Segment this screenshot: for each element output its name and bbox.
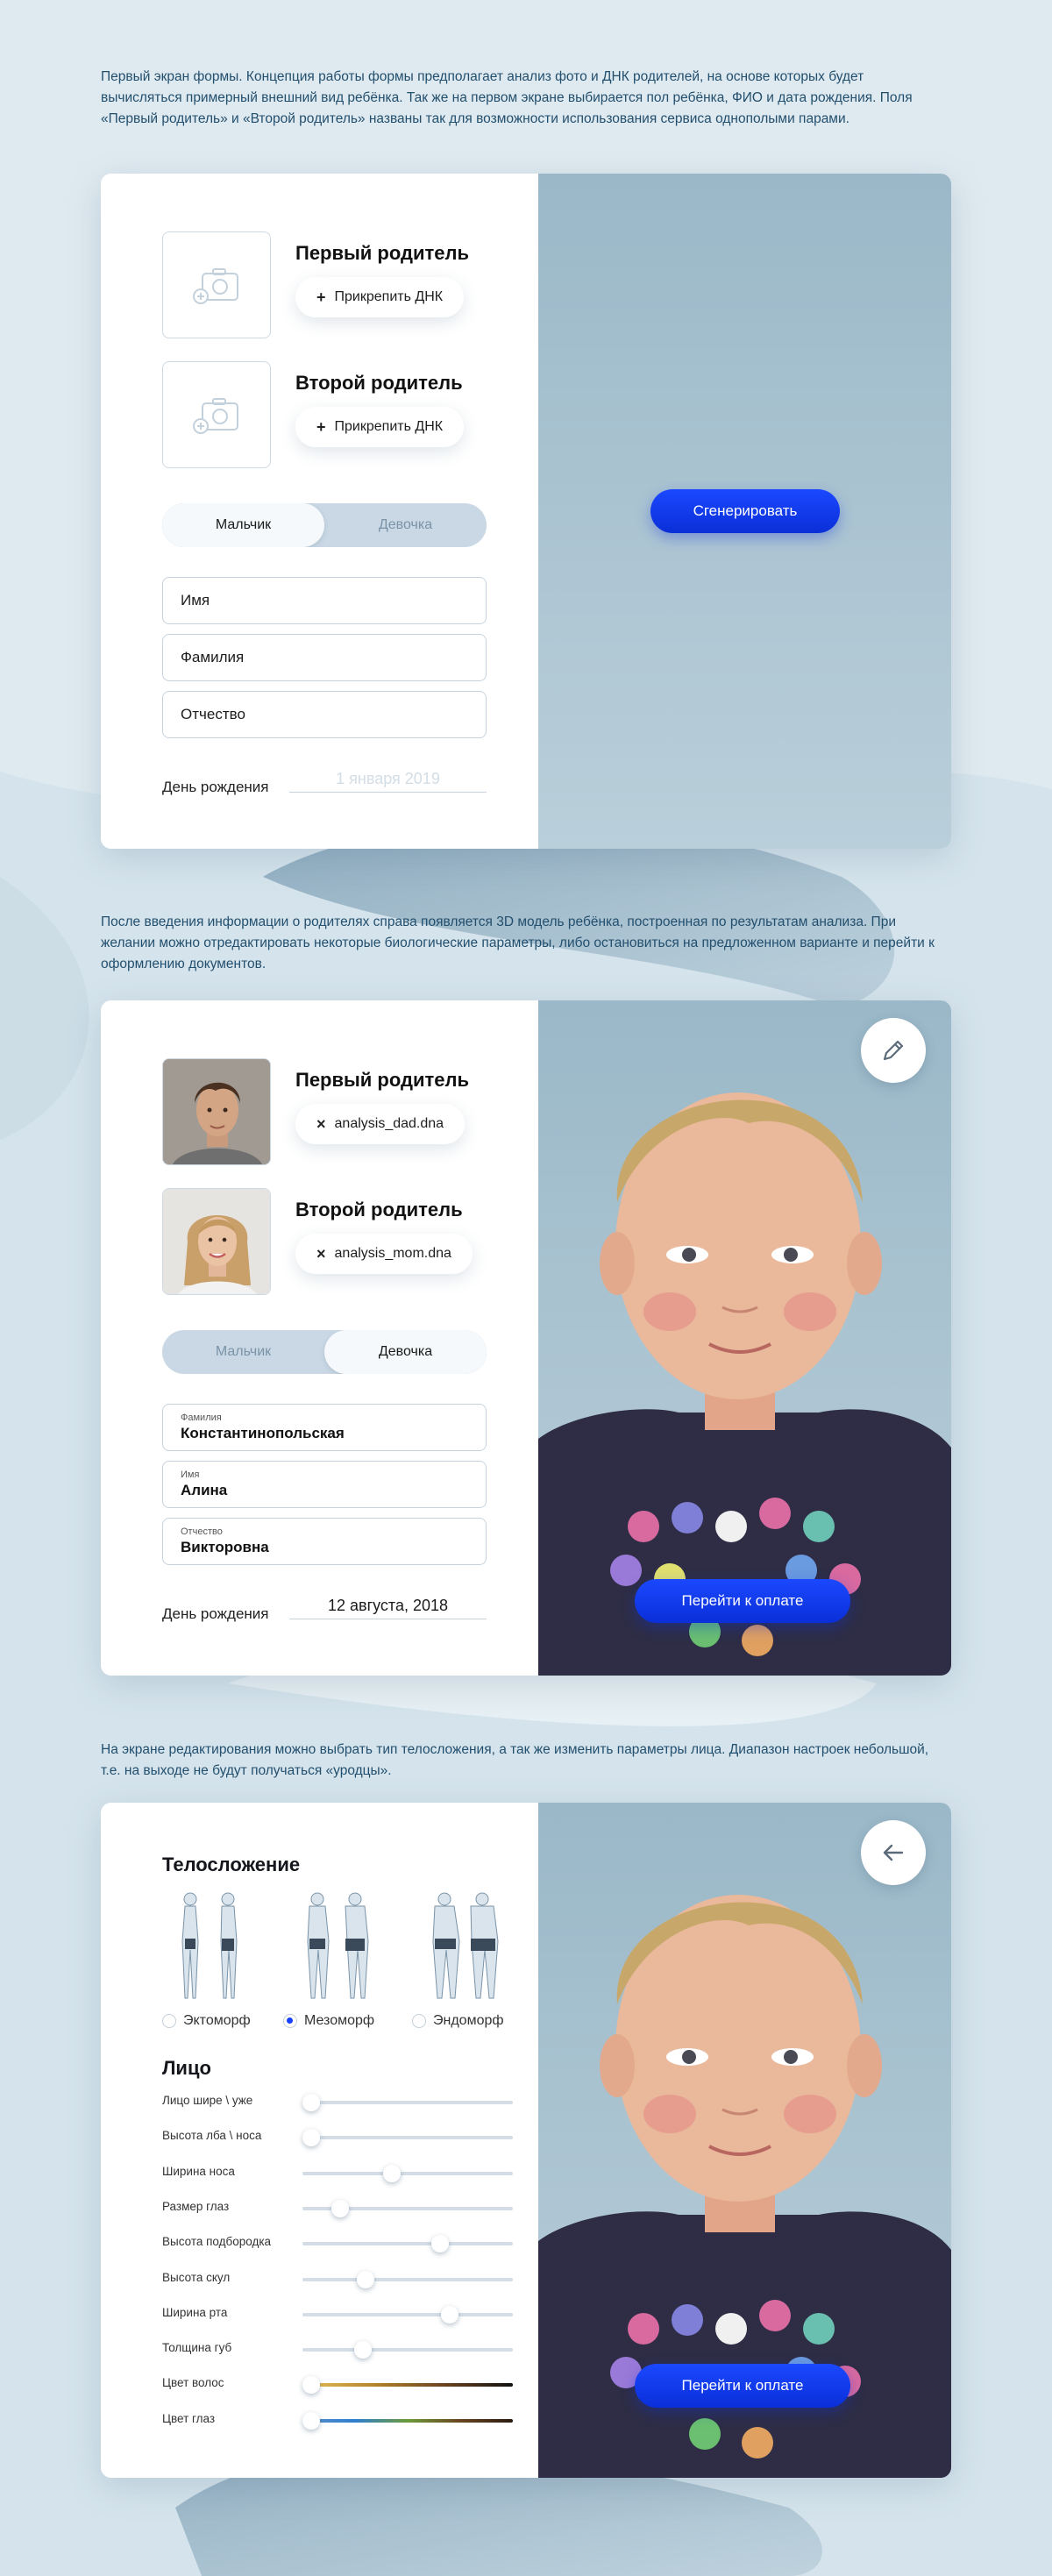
slider-knob[interactable] xyxy=(431,2235,449,2252)
slider-knob[interactable] xyxy=(302,2412,320,2430)
slider-label: Высота подбородка xyxy=(162,2235,272,2249)
slider-label: Размер глаз xyxy=(162,2199,230,2213)
birthday-label: День рождения xyxy=(162,1605,269,1622)
name-field[interactable]: Имя Алина xyxy=(162,1461,487,1508)
back-button[interactable] xyxy=(861,1820,926,1885)
slider-track[interactable] xyxy=(302,2172,513,2175)
edit-button[interactable] xyxy=(861,1018,926,1083)
slider-label: Цвет волос xyxy=(162,2376,224,2390)
dna-file-parent2[interactable]: × analysis_mom.dna xyxy=(295,1234,473,1274)
radio-icon xyxy=(412,2014,426,2028)
patronymic-field[interactable]: Отчество Викторовна xyxy=(162,1518,487,1565)
mesomorph-figure-icon[interactable] xyxy=(298,1890,377,2004)
pay-button[interactable]: Перейти к оплате xyxy=(635,1579,850,1623)
surname-field[interactable]: Фамилия Константинопольская xyxy=(162,1404,487,1451)
form-panel xyxy=(101,174,538,849)
upload-photo-parent1[interactable] xyxy=(162,231,271,338)
editor-panel xyxy=(101,1803,538,2478)
gender-girl-option[interactable]: Девочка xyxy=(378,517,433,532)
camera-add-icon xyxy=(190,393,243,437)
face-title: Лицо xyxy=(162,2057,211,2079)
gender-boy-option[interactable]: Мальчик xyxy=(162,503,324,547)
slider-knob[interactable] xyxy=(441,2306,458,2323)
radio-icon xyxy=(162,2014,176,2028)
slider-label: Цвет глаз xyxy=(162,2411,216,2425)
gender-toggle xyxy=(162,1330,487,1374)
gender-boy-option[interactable]: Мальчик xyxy=(215,1344,272,1359)
body-type-title: Телосложение xyxy=(162,1854,301,1875)
parent1-title: Первый родитель xyxy=(295,242,470,264)
slider-track[interactable] xyxy=(302,2278,513,2281)
man-portrait-image xyxy=(163,1059,271,1165)
preview-panel xyxy=(538,174,951,849)
radio-selected-icon xyxy=(283,2014,297,2028)
section-2-description: После введения информации о родителях справа появляется 3D модель ребёнка, построенная по результатам анализа. При желании можно отредактировать некоторые биологические параметры, либо остановиться на предложенном варианте и перейти к оформлению документов. xyxy=(101,914,935,971)
slider-label: Лицо шире \ уже xyxy=(162,2094,253,2107)
arrow-left-icon xyxy=(879,1839,907,1867)
slider-track[interactable] xyxy=(302,2313,513,2316)
endomorph-figure-icon[interactable] xyxy=(425,1890,504,2004)
body-type-endomorph[interactable]: Эндоморф xyxy=(412,2013,504,2029)
camera-add-icon xyxy=(190,263,243,307)
parent2-photo[interactable] xyxy=(162,1188,271,1295)
parent2-title: Второй родитель xyxy=(295,1199,463,1220)
section-1-description: Первый экран формы. Концепция работы формы предполагает анализ фото и ДНК родителей, на основе которых будет вычисляться примерный внешний вид ребёнка. Так же на первом экране выбирается пол ребёнка, ФИО и дата рождения. Поля «Первый родитель» и «Второй родитель» названы так для возможности использования сервиса однополыми парами. xyxy=(101,69,913,126)
slider-knob[interactable] xyxy=(302,2129,320,2146)
gender-toggle xyxy=(162,503,487,547)
slider-knob[interactable] xyxy=(383,2165,401,2182)
plus-icon: + xyxy=(316,417,326,436)
surname-field[interactable]: Фамилия xyxy=(162,634,487,681)
birthday-input[interactable]: 1 января 2019 xyxy=(289,770,487,793)
patronymic-field[interactable]: Отчество xyxy=(162,691,487,738)
birthday-input[interactable]: 12 августа, 2018 xyxy=(289,1597,487,1619)
attach-dna-parent2-button[interactable]: + Прикрепить ДНК xyxy=(295,407,464,447)
body-type-mesomorph[interactable]: Мезоморф xyxy=(283,2013,374,2029)
form-card-2 xyxy=(101,1000,951,1676)
slider-track[interactable] xyxy=(302,2348,513,2352)
birthday-label: День рождения xyxy=(162,779,269,795)
body-type-ectomorph[interactable]: Эктоморф xyxy=(162,2013,251,2029)
attach-dna-parent1-button[interactable]: + Прикрепить ДНК xyxy=(295,277,464,317)
slider-label: Ширина рта xyxy=(162,2305,228,2319)
slider-label: Ширина носа xyxy=(162,2164,235,2178)
form-card-1 xyxy=(101,174,951,849)
slider-knob[interactable] xyxy=(302,2094,320,2111)
slider-label: Высота лба \ носа xyxy=(162,2129,262,2143)
slider-track[interactable] xyxy=(302,2242,513,2245)
color-slider-track[interactable] xyxy=(302,2383,513,2387)
generate-button[interactable]: Сгенерировать xyxy=(650,489,840,533)
color-slider-track[interactable] xyxy=(302,2419,513,2423)
dna-file-parent1[interactable]: × analysis_dad.dna xyxy=(295,1104,465,1144)
slider-label: Высота скул xyxy=(162,2270,231,2284)
slider-track[interactable] xyxy=(302,2207,513,2210)
child-preview-panel xyxy=(538,1000,951,1676)
woman-portrait-image xyxy=(163,1189,271,1295)
ectomorph-figure-icon[interactable] xyxy=(171,1890,250,2004)
name-field[interactable]: Имя xyxy=(162,577,487,624)
slider-knob[interactable] xyxy=(354,2341,372,2359)
pay-button[interactable]: Перейти к оплате xyxy=(635,2364,850,2408)
plus-icon: + xyxy=(316,288,326,306)
slider-knob[interactable] xyxy=(331,2200,349,2217)
parent1-title: Первый родитель xyxy=(295,1069,470,1091)
slider-track[interactable] xyxy=(302,2101,513,2104)
slider-knob[interactable] xyxy=(357,2271,374,2288)
slider-track[interactable] xyxy=(302,2136,513,2139)
upload-photo-parent2[interactable] xyxy=(162,361,271,468)
form-panel xyxy=(101,1000,538,1676)
close-icon[interactable]: × xyxy=(316,1114,326,1133)
child-3d-model-image xyxy=(538,1000,951,1676)
parent2-title: Второй родитель xyxy=(295,372,463,394)
editor-card xyxy=(101,1803,951,2478)
parent1-photo[interactable] xyxy=(162,1058,271,1165)
gender-girl-option[interactable]: Девочка xyxy=(324,1330,487,1374)
slider-knob[interactable] xyxy=(302,2376,320,2394)
section-3-description: На экране редактирования можно выбрать тип телосложения, а так же изменить параметры лица. Диапазон настроек небольшой, т.е. на выходе не будут получаться «уродцы». xyxy=(101,1742,929,1778)
slider-label: Толщина губ xyxy=(162,2341,232,2355)
pencil-icon xyxy=(879,1036,907,1064)
child-preview-panel xyxy=(538,1803,951,2478)
close-icon[interactable]: × xyxy=(316,1244,326,1263)
